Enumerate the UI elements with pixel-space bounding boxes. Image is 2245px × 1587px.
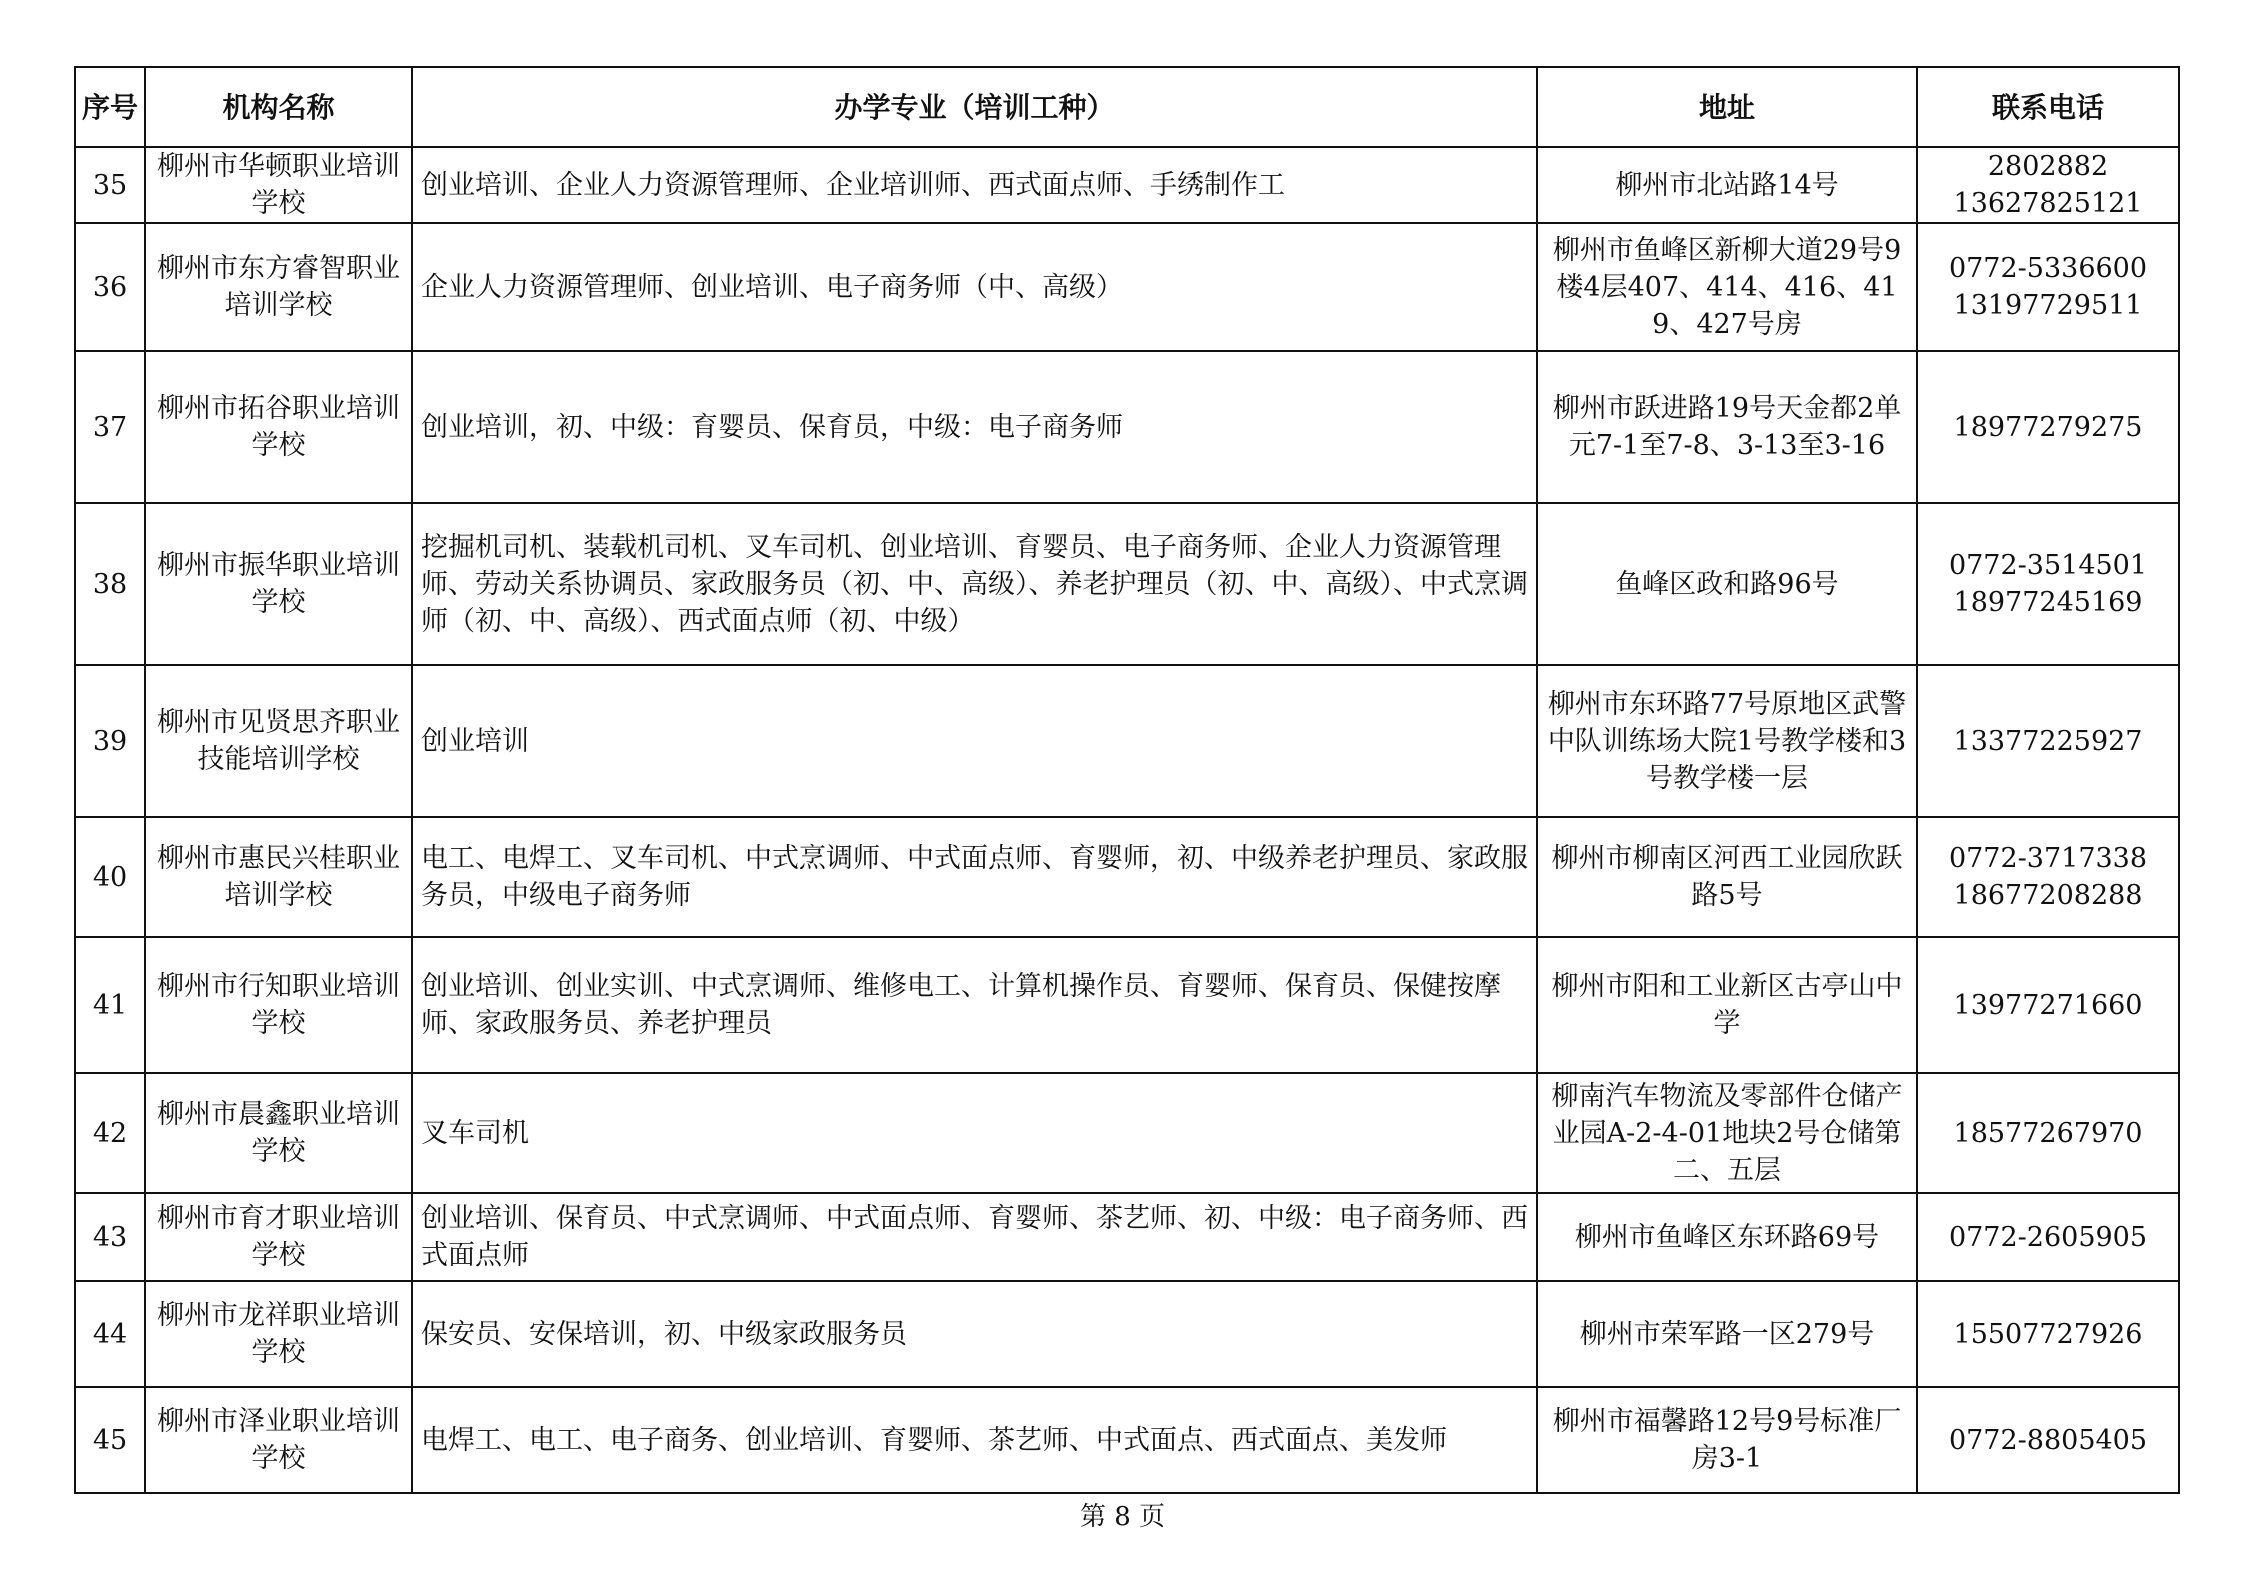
table-row	[75, 817, 2179, 937]
phone-number: 13377225927	[1953, 725, 2143, 757]
row-phone	[1917, 1193, 2179, 1281]
phone-number: 2802882	[1987, 151, 2109, 182]
row-major: 叉车司机	[412, 1073, 1537, 1193]
phone-number: 0772-2605905	[1948, 1221, 2148, 1253]
row-name: 柳州市龙祥职业培训学校	[145, 1281, 412, 1387]
table-row	[75, 223, 2179, 351]
row-address: 柳州市东环路77号原地区武警中队训练场大院1号教学楼和3号教学楼一层	[1537, 665, 1917, 817]
row-no: 40	[75, 817, 145, 937]
row-phone	[1917, 665, 2179, 817]
header-name: 机构名称	[145, 67, 412, 147]
row-phone	[1917, 223, 2179, 351]
row-major: 创业培训、保育员、中式烹调师、中式面点师、育婴师、茶艺师、初、中级：电子商务师、西式面点师	[412, 1193, 1537, 1281]
row-address: 柳州市跃进路19号天金都2单元7-1至7-8、3-13至3-16	[1537, 351, 1917, 503]
header-major: 办学专业（培训工种）	[412, 67, 1537, 147]
row-name: 柳州市泽业职业培训学校	[145, 1387, 412, 1493]
table-row	[75, 147, 2179, 223]
table-row	[75, 351, 2179, 503]
row-no: 45	[75, 1387, 145, 1493]
phone-number: 0772-5336600	[1948, 253, 2148, 284]
row-address: 鱼峰区政和路96号	[1537, 503, 1917, 665]
row-name: 柳州市拓谷职业培训学校	[145, 351, 412, 503]
row-address: 柳州市荣军路一区279号	[1537, 1281, 1917, 1387]
row-no: 44	[75, 1281, 145, 1387]
row-address: 柳州市鱼峰区新柳大道29号9楼4层407、414、416、419、427号房	[1537, 223, 1917, 351]
row-address: 柳州市柳南区河西工业园欣跃路5号	[1537, 817, 1917, 937]
row-major: 保安员、安保培训，初、中级家政服务员	[412, 1281, 1537, 1387]
row-no: 39	[75, 665, 145, 817]
table-header-row	[75, 67, 2179, 147]
header-address: 地址	[1537, 67, 1917, 147]
row-phone	[1917, 147, 2179, 223]
row-address: 柳州市北站路14号	[1537, 147, 1917, 223]
row-major: 创业培训，初、中级：育婴员、保育员，中级：电子商务师	[412, 351, 1537, 503]
row-name: 柳州市见贤思齐职业技能培训学校	[145, 665, 412, 817]
row-no: 43	[75, 1193, 145, 1281]
row-name: 柳州市晨鑫职业培训学校	[145, 1073, 412, 1193]
phone-number: 18977279275	[1953, 411, 2143, 443]
row-phone	[1917, 1387, 2179, 1493]
page-number: 第 8 页	[1079, 1502, 1166, 1532]
table-row	[75, 1193, 2179, 1281]
row-name: 柳州市惠民兴桂职业培训学校	[145, 817, 412, 937]
row-phone	[1917, 1281, 2179, 1387]
row-major: 电焊工、电工、电子商务、创业培训、育婴师、茶艺师、中式面点、西式面点、美发师	[412, 1387, 1537, 1493]
row-no: 37	[75, 351, 145, 503]
row-name: 柳州市华顿职业培训学校	[145, 147, 412, 223]
row-major: 企业人力资源管理师、创业培训、电子商务师（中、高级）	[412, 223, 1537, 351]
table-row	[75, 937, 2179, 1073]
row-phone	[1917, 817, 2179, 937]
phone-number: 13627825121	[1953, 188, 2143, 219]
training-school-table	[74, 66, 2180, 1494]
phone-number: 0772-8805405	[1948, 1424, 2148, 1456]
row-name: 柳州市东方睿智职业培训学校	[145, 223, 412, 351]
row-phone	[1917, 503, 2179, 665]
row-phone	[1917, 937, 2179, 1073]
row-address: 柳州市阳和工业新区古亭山中学	[1537, 937, 1917, 1073]
phone-number: 18977245169	[1953, 587, 2143, 618]
row-no: 42	[75, 1073, 145, 1193]
phone-number: 13197729511	[1953, 290, 2143, 321]
row-name: 柳州市行知职业培训学校	[145, 937, 412, 1073]
row-address: 柳南汽车物流及零部件仓储产业园A-2-4-01地块2号仓储第二、五层	[1537, 1073, 1917, 1193]
phone-number: 18677208288	[1953, 880, 2143, 911]
row-address: 柳州市福馨路12号9号标准厂房3-1	[1537, 1387, 1917, 1493]
row-major: 创业培训、企业人力资源管理师、企业培训师、西式面点师、手绣制作工	[412, 147, 1537, 223]
phone-number: 18577267970	[1953, 1117, 2143, 1149]
phone-number: 0772-3514501	[1948, 550, 2148, 581]
row-name: 柳州市振华职业培训学校	[145, 503, 412, 665]
row-major: 挖掘机司机、装载机司机、叉车司机、创业培训、育婴员、电子商务师、企业人力资源管理师、劳动关系协调员、家政服务员（初、中、高级）、养老护理员（初、中、高级）、中式烹调师（初、中、高级）、西式面点师（初、中级）	[412, 503, 1537, 665]
row-name: 柳州市育才职业培训学校	[145, 1193, 412, 1281]
table-row	[75, 1387, 2179, 1493]
phone-number: 13977271660	[1953, 989, 2143, 1021]
row-no: 38	[75, 503, 145, 665]
header-no: 序号	[75, 67, 145, 147]
phone-number: 15507727926	[1953, 1318, 2143, 1350]
row-phone	[1917, 351, 2179, 503]
row-major: 电工、电焊工、叉车司机、中式烹调师、中式面点师、育婴师，初、中级养老护理员、家政服务员，中级电子商务师	[412, 817, 1537, 937]
row-no: 41	[75, 937, 145, 1073]
row-phone	[1917, 1073, 2179, 1193]
row-address: 柳州市鱼峰区东环路69号	[1537, 1193, 1917, 1281]
phone-number: 0772-3717338	[1948, 843, 2148, 874]
table-row	[75, 1073, 2179, 1193]
header-phone: 联系电话	[1917, 67, 2179, 147]
table-row	[75, 1281, 2179, 1387]
row-major: 创业培训	[412, 665, 1537, 817]
row-no: 35	[75, 147, 145, 223]
table-row	[75, 665, 2179, 817]
row-major: 创业培训、创业实训、中式烹调师、维修电工、计算机操作员、育婴师、保育员、保健按摩师、家政服务员、养老护理员	[412, 937, 1537, 1073]
row-no: 36	[75, 223, 145, 351]
table-row	[75, 503, 2179, 665]
